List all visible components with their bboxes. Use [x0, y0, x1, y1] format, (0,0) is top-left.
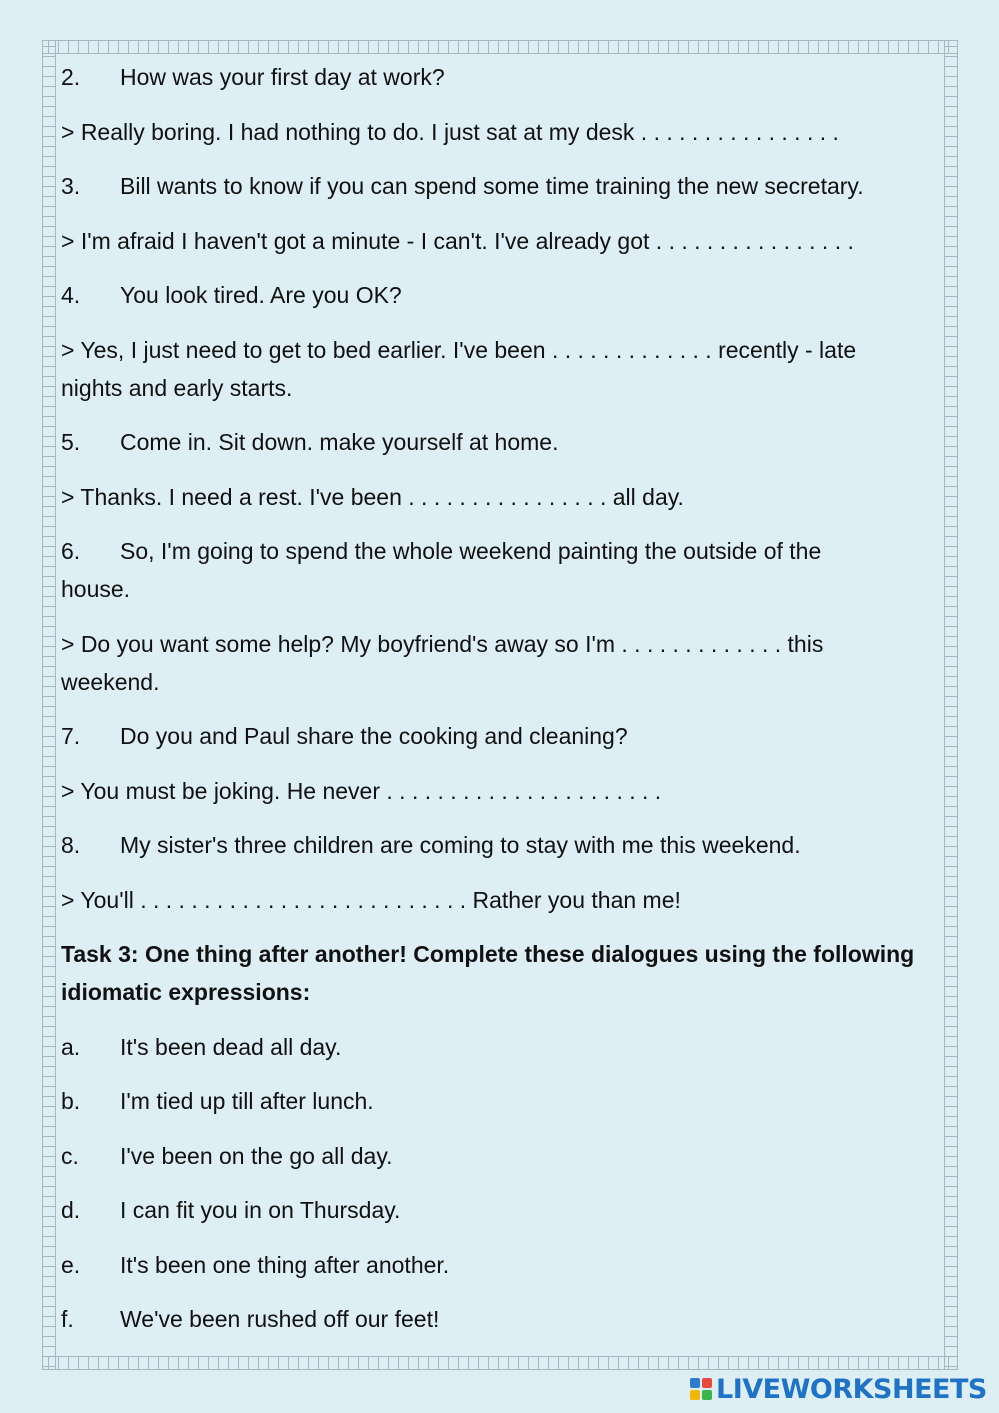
question-8: 8. My sister's three children are coming to stay with me this weekend. — [61, 832, 801, 858]
task-3-heading: Task 3: One thing after another! Complete these dialogues using the following — [61, 941, 915, 967]
question-2: 2. How was your first day at work? — [61, 64, 445, 90]
option-b: b. I'm tied up till after lunch. — [61, 1088, 374, 1114]
answer-6: > Do you want some help? My boyfriend's away so I'm . . . . . . . . . . . . . this — [61, 630, 824, 657]
task-3-heading-continued: idiomatic expressions: — [61, 979, 311, 1005]
option-f: f. We've been rushed off our feet! — [61, 1306, 440, 1332]
answer-4-continued: nights and early starts. — [61, 374, 293, 401]
option-a: a. It's been dead all day. — [61, 1033, 342, 1060]
question-3: 3. Bill wants to know if you can spend some time training the new secretary. — [61, 173, 864, 199]
answer-7: > You must be joking. He never . . . . . . . . . . . . . . . . . . . . . . — [61, 777, 662, 804]
decorative-border-right — [944, 40, 958, 1370]
answer-8: > You'll . . . . . . . . . . . . . . . . . . . . . . . . . . Rather you than me! — [61, 886, 681, 913]
option-c: c. I've been on the go all day. — [61, 1142, 393, 1169]
option-e: e. It's been one thing after another. — [61, 1251, 450, 1278]
question-7: 7. Do you and Paul share the cooking and cleaning? — [61, 723, 628, 749]
liveworksheets-logo-icon — [690, 1378, 712, 1400]
decorative-border-top — [42, 40, 958, 54]
answer-5: > Thanks. I need a rest. I've been . . . . . . . . . . . . . . . . all day. — [61, 483, 684, 510]
answer-2: > Really boring. I had nothing to do. I just sat at my desk . . . . . . . . . . . . . . . . — [61, 118, 839, 145]
worksheet-content — [61, 58, 936, 1338]
question-4: 4. You look tired. Are you OK? — [61, 282, 402, 308]
answer-6-continued: weekend. — [61, 668, 160, 695]
decorative-border-left — [42, 40, 56, 1370]
option-d: d. I can fit you in on Thursday. — [61, 1197, 401, 1223]
answer-4: > Yes, I just need to get to bed earlier. I've been . . . . . . . . . . . . . recently - late — [61, 336, 857, 363]
question-6: 6. So, I'm going to spend the whole weekend painting the outside of the — [61, 538, 822, 564]
brand-name: LIVEWORKSHEETS — [716, 1373, 987, 1405]
question-6-continued: house. — [61, 576, 131, 602]
question-5: 5. Come in. Sit down. make yourself at home. — [61, 429, 559, 455]
answer-3: > I'm afraid I haven't got a minute - I can't. I've already got . . . . . . . . . . . . . . . . — [61, 227, 854, 254]
decorative-border-bottom — [42, 1356, 958, 1370]
liveworksheets-brand[interactable] — [690, 1372, 987, 1406]
